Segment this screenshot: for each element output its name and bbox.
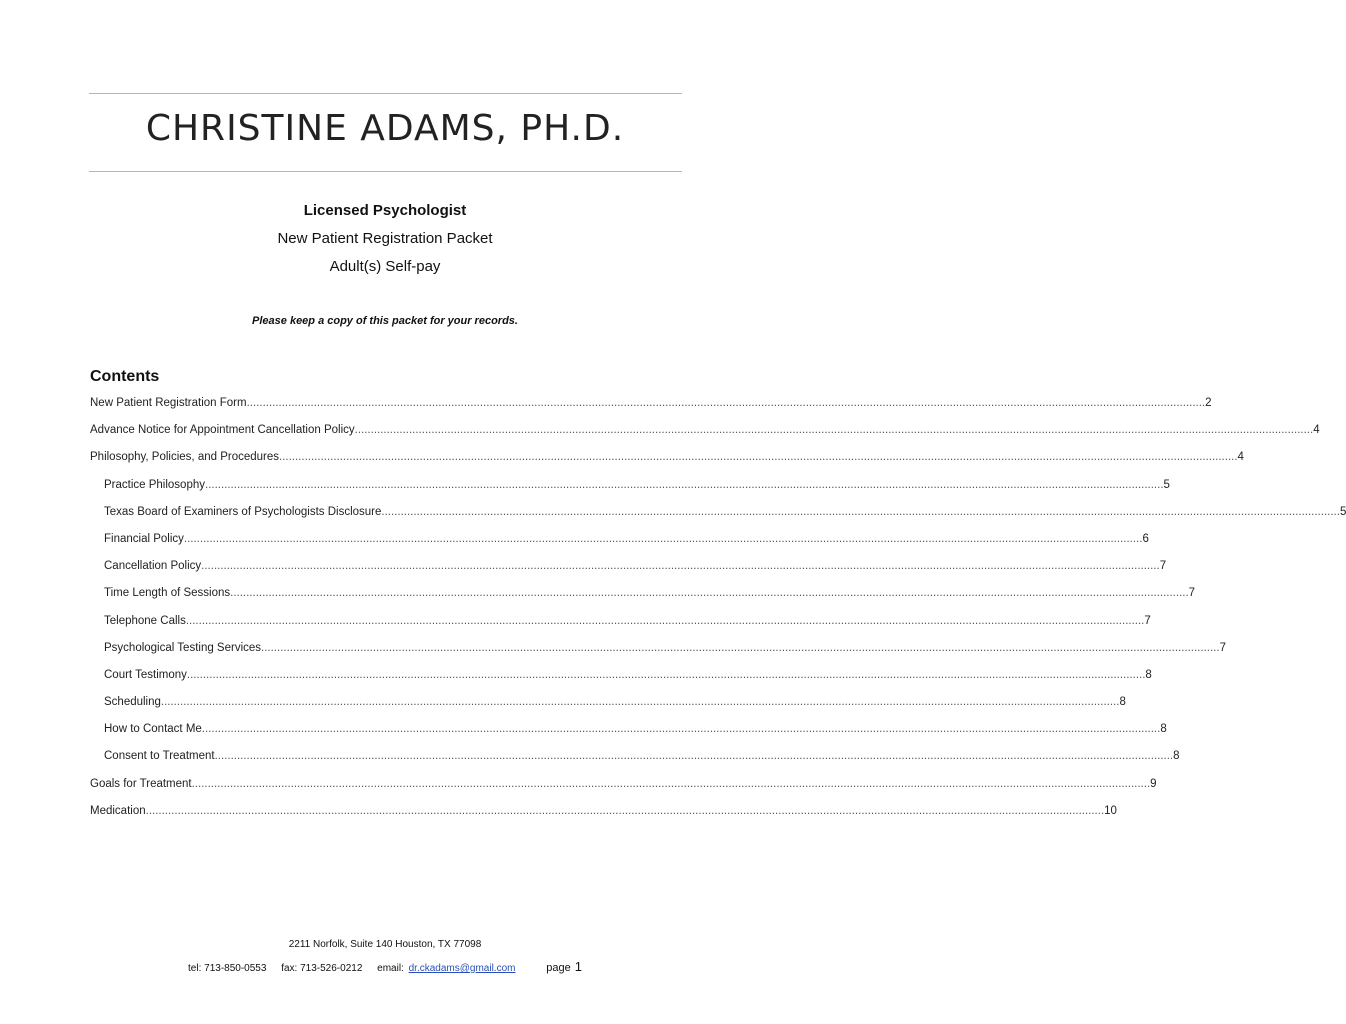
toc-leader-dots: ............................................................................................................................................................................................................................................................................................................	[246, 397, 1206, 409]
footer-email-link[interactable]: dr.ckadams@gmail.com	[408, 963, 516, 974]
toc-entry[interactable]	[90, 798, 1117, 825]
subtitle-audience: Adult(s) Self-pay	[329, 258, 441, 275]
subtitle-packet: New Patient Registration Packet	[277, 230, 493, 247]
toc-entry-label: Court Testimony	[104, 668, 187, 681]
page-title: CHRISTINE ADAMS, PH.D.	[145, 108, 625, 149]
toc-entry-page: 5	[1339, 505, 1346, 518]
toc-entry-page: 4	[1313, 424, 1320, 437]
toc-entry-page: 8	[1119, 696, 1126, 709]
table-of-contents	[90, 390, 1346, 825]
toc-leader-dots: ............................................................................................................................................................................................................................................................................................................	[201, 723, 1161, 736]
toc-leader-dots: ............................................................................................................................................................................................................................................................................................................	[354, 424, 1314, 437]
toc-leader-dots: ............................................................................................................................................................................................................................................................................................................	[191, 777, 1151, 790]
toc-leader-dots: ............................................................................................................................................................................................................................................................................................................	[186, 668, 1146, 681]
footer-fax: fax: 713-526-0212	[281, 963, 363, 974]
toc-entry-page: 7	[1159, 560, 1167, 573]
toc-leader-dots: ............................................................................................................................................................................................................................................................................................................	[214, 750, 1174, 763]
toc-leader-dots: ............................................................................................................................................................................................................................................................................................................	[261, 641, 1220, 654]
toc-entry-page: 5	[1163, 478, 1170, 491]
toc-entry-page: 6	[1142, 532, 1149, 545]
contents-heading: Contents	[90, 368, 160, 385]
toc-entry-label: Texas Board of Examiners of Psychologists Disclosure	[104, 505, 382, 518]
toc-leader-dots: ............................................................................................................................................................................................................................................................................................................	[230, 587, 1189, 600]
toc-entry[interactable]	[90, 689, 1126, 716]
toc-entry-label: How to Contact Me	[104, 723, 202, 736]
footer-address: 2211 Norfolk, Suite 140 Houston, TX 77098	[288, 939, 482, 950]
toc-leader-dots: ............................................................................................................................................................................................................................................................................................................	[160, 696, 1120, 709]
toc-leader-dots: ............................................................................................................................................................................................................................................................................................................	[183, 532, 1143, 545]
toc-entry[interactable]	[90, 580, 1196, 607]
footer-contact	[0, 959, 770, 974]
footer-email-group	[377, 963, 518, 974]
toc-entry[interactable]	[90, 499, 1346, 526]
toc-leader-dots: ............................................................................................................................................................................................................................................................................................................	[205, 478, 1164, 491]
subtitle-role: Licensed Psychologist	[303, 202, 467, 219]
records-note: Please keep a copy of this packet for your records.	[252, 315, 518, 327]
toc-entry[interactable]	[90, 743, 1180, 770]
toc-entry-label: New Patient Registration Form	[90, 397, 247, 409]
top-rule	[89, 93, 682, 94]
toc-leader-dots: ............................................................................................................................................................................................................................................................................................................	[201, 560, 1160, 573]
toc-entry-label: Philosophy, Policies, and Procedures	[90, 451, 280, 464]
toc-leader-dots: ............................................................................................................................................................................................................................................................................................................	[381, 505, 1340, 518]
toc-leader-dots: ............................................................................................................................................................................................................................................................................................................	[145, 804, 1105, 817]
toc-entry-label: Cancellation Policy	[104, 560, 202, 573]
toc-entry-page: 8	[1145, 668, 1152, 681]
footer-tel: tel: 713-850-0553	[188, 963, 267, 974]
toc-entry-label: Advance Notice for Appointment Cancellation Policy	[90, 424, 355, 437]
toc-entry-label: Goals for Treatment	[90, 777, 192, 790]
toc-entry-page: 7	[1188, 587, 1196, 600]
page-label: page	[546, 962, 571, 974]
page-number: 1	[574, 959, 582, 974]
toc-entry-page: 9	[1150, 777, 1157, 790]
toc-entry[interactable]	[90, 526, 1149, 553]
footer-email-label: email:	[377, 963, 404, 974]
toc-entry[interactable]	[90, 417, 1320, 444]
toc-entry-page: 7	[1219, 641, 1226, 654]
toc-entry[interactable]	[90, 472, 1170, 499]
toc-entry-label: Consent to Treatment	[104, 750, 215, 763]
toc-entry-label: Financial Policy	[104, 532, 184, 545]
toc-entry-page: 7	[1144, 614, 1151, 627]
toc-entry[interactable]	[90, 444, 1244, 471]
toc-entry[interactable]	[90, 771, 1157, 798]
toc-entry-page: 10	[1104, 804, 1117, 817]
toc-entry-page: 2	[1205, 397, 1212, 409]
toc-entry-page: 8	[1160, 723, 1167, 736]
toc-entry-label: Psychological Testing Services	[104, 641, 262, 654]
toc-entry-label: Telephone Calls	[104, 614, 186, 627]
toc-entry-label: Time Length of Sessions	[104, 587, 231, 600]
toc-entry-label: Medication	[90, 804, 146, 817]
toc-entry[interactable]	[90, 553, 1167, 580]
toc-entry[interactable]	[90, 635, 1226, 662]
title-rule	[89, 171, 682, 172]
toc-entry-label: Practice Philosophy	[104, 478, 205, 491]
toc-entry-label: Scheduling	[104, 696, 161, 709]
toc-entry[interactable]	[90, 716, 1167, 743]
toc-entry[interactable]	[90, 662, 1152, 689]
toc-leader-dots: ............................................................................................................................................................................................................................................................................................................	[185, 614, 1145, 627]
toc-entry-page: 8	[1173, 750, 1180, 763]
toc-entry[interactable]	[90, 608, 1151, 635]
toc-entry[interactable]	[90, 390, 1212, 417]
toc-leader-dots: ............................................................................................................................................................................................................................................................................................................	[279, 451, 1238, 464]
toc-entry-page: 4	[1237, 451, 1244, 464]
